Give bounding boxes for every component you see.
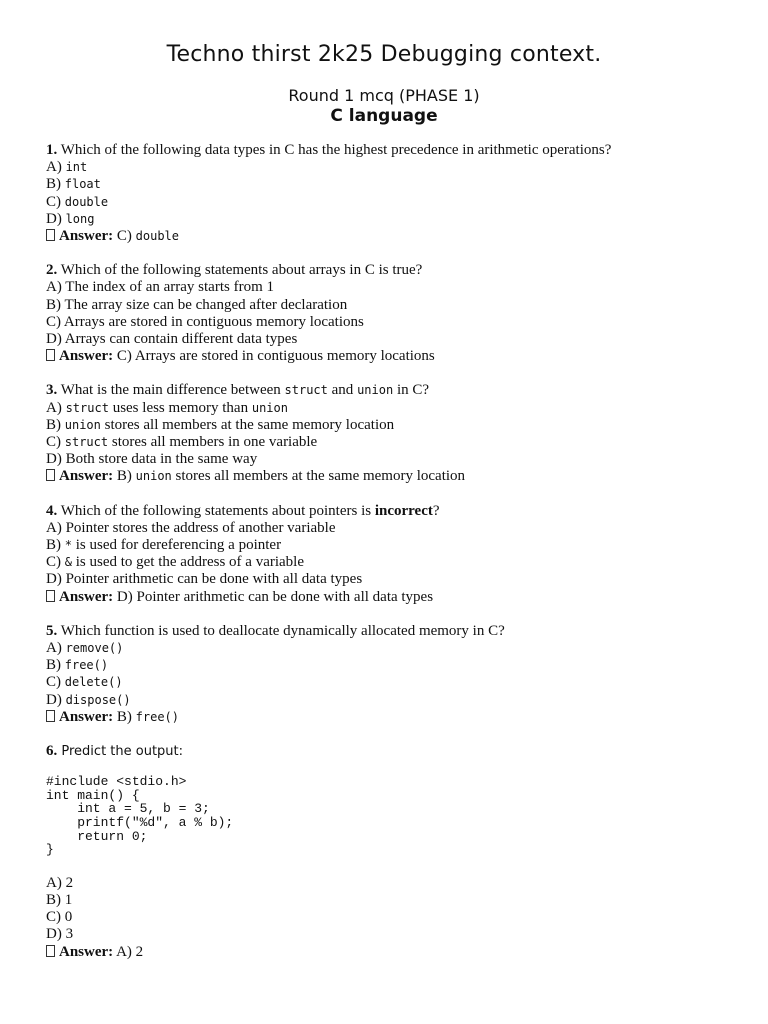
option-code: * xyxy=(64,538,72,553)
question-stem: in C? xyxy=(396,382,430,399)
option-b xyxy=(46,176,736,193)
question-text xyxy=(46,743,736,760)
question-number: 1. xyxy=(46,142,58,158)
option-prefix: A) xyxy=(46,399,62,416)
question-stem: and xyxy=(331,382,354,399)
question-6 xyxy=(46,743,736,961)
option-c xyxy=(46,194,736,211)
answer-label: Answer: xyxy=(59,468,114,485)
answer-text: A) 2 xyxy=(116,943,144,960)
question-stem: Which of the following data types in C has the highest precedence in arithmetic operations? xyxy=(60,142,612,158)
checkbox-icon xyxy=(46,710,55,722)
checkbox-icon xyxy=(46,349,55,361)
option-prefix: D) xyxy=(46,691,62,708)
answer-label: Answer: xyxy=(59,348,114,365)
question-5 xyxy=(46,623,736,726)
question-stem: Which of the following statements about arrays in C is true? xyxy=(60,262,423,279)
option-prefix: C) xyxy=(46,554,61,571)
answer-code: double xyxy=(135,229,180,244)
answer-line xyxy=(46,589,736,606)
option-prefix: B) xyxy=(46,416,61,433)
option-prefix: C) xyxy=(46,434,61,451)
option-prefix: B) xyxy=(46,176,61,193)
answer-label: Answer: xyxy=(59,228,114,245)
option-d: D) Both store data in the same way xyxy=(46,451,258,468)
answer-code: free() xyxy=(135,709,180,724)
option-d: D) Pointer arithmetic can be done with all data types xyxy=(46,571,363,588)
question-stem: What is the main difference between xyxy=(60,382,281,399)
option-text: uses less memory than xyxy=(112,399,249,416)
checkbox-icon xyxy=(46,590,55,602)
option-code: dispose() xyxy=(65,692,131,707)
answer-label: Answer: xyxy=(59,588,114,605)
option-b: B) 1 xyxy=(46,892,73,909)
question-text xyxy=(46,503,736,520)
inline-code: struct xyxy=(284,383,328,398)
answer-line xyxy=(46,468,736,485)
answer-code: union xyxy=(135,469,172,484)
option-c xyxy=(46,434,736,451)
option-text: is used to get the address of a variable xyxy=(75,554,304,571)
option-code: free() xyxy=(64,658,109,673)
option-code: long xyxy=(65,211,95,226)
answer-prefix: C) xyxy=(116,228,132,245)
option-code: delete() xyxy=(64,675,123,690)
language-subtitle: C language xyxy=(330,106,438,126)
option-code: struct xyxy=(65,400,109,415)
option-code: double xyxy=(64,194,109,209)
answer-line xyxy=(46,228,736,245)
option-prefix: A) xyxy=(46,159,62,176)
option-a: A) The index of an array starts from 1 xyxy=(46,279,274,296)
option-b xyxy=(46,537,736,554)
question-emphasis: incorrect xyxy=(374,502,433,519)
answer-prefix: B) xyxy=(116,708,132,725)
round-subtitle: Round 1 mcq (PHASE 1) xyxy=(288,86,480,105)
question-number: 3. xyxy=(46,382,58,399)
option-prefix: C) xyxy=(46,193,61,210)
question-list xyxy=(46,142,736,978)
question-text xyxy=(46,623,736,640)
question-stem: Which function is used to deallocate dynamically allocated memory in C? xyxy=(60,622,505,639)
option-a xyxy=(46,400,736,417)
answer-line xyxy=(46,944,736,961)
option-a: A) Pointer stores the address of another variable xyxy=(46,519,336,536)
question-stem: ? xyxy=(432,502,440,519)
question-4 xyxy=(46,503,736,606)
question-3 xyxy=(46,382,736,485)
option-code: & xyxy=(64,555,72,570)
option-b: B) The array size can be changed after declaration xyxy=(46,296,348,313)
question-number: 4. xyxy=(46,502,58,519)
option-code: struct xyxy=(64,435,109,450)
option-c: C) 0 xyxy=(46,909,73,926)
answer-text: C) Arrays are stored in contiguous memory locations xyxy=(116,348,435,365)
option-code: union xyxy=(64,417,101,432)
option-c xyxy=(46,554,736,571)
checkbox-icon xyxy=(46,469,55,481)
question-text xyxy=(46,382,736,399)
option-prefix: A) xyxy=(46,640,62,657)
option-a xyxy=(46,159,736,176)
answer-line xyxy=(46,709,736,726)
option-a xyxy=(46,640,736,657)
option-c xyxy=(46,674,736,691)
code-block: #include <stdio.h> int main() { int a = 5, b = 3; printf("%d", a % b); return 0; } xyxy=(46,774,234,858)
checkbox-icon xyxy=(46,229,55,241)
checkbox-icon xyxy=(46,945,55,957)
answer-text: D) Pointer arithmetic can be done with all data types xyxy=(116,588,434,605)
option-prefix: C) xyxy=(46,674,61,691)
option-prefix: D) xyxy=(46,210,62,227)
option-c: C) Arrays are stored in contiguous memory locations xyxy=(46,313,364,330)
option-code: float xyxy=(64,177,101,192)
question-1 xyxy=(46,142,736,245)
option-d xyxy=(46,211,736,228)
option-d xyxy=(46,692,736,709)
page-title: Techno thirst 2k25 Debugging context. xyxy=(166,42,602,67)
inline-code: union xyxy=(357,383,394,398)
question-text xyxy=(46,262,736,279)
option-a: A) 2 xyxy=(46,874,74,891)
question-number: 6. xyxy=(46,743,58,760)
option-text: stores all members in one variable xyxy=(111,434,318,451)
option-text: stores all members at the same memory location xyxy=(104,416,395,433)
option-b xyxy=(46,657,736,674)
option-text: is used for dereferencing a pointer xyxy=(75,537,282,554)
option-prefix: B) xyxy=(46,657,61,674)
question-number: 2. xyxy=(46,262,58,279)
option-prefix: B) xyxy=(46,537,61,554)
question-number: 5. xyxy=(46,622,58,639)
answer-text: stores all members at the same memory location xyxy=(175,468,466,485)
option-d: D) 3 xyxy=(46,926,74,943)
question-stem: Which of the following statements about pointers is xyxy=(60,502,372,519)
option-code: remove() xyxy=(65,641,124,656)
option-code: union xyxy=(251,400,288,415)
answer-prefix: B) xyxy=(116,468,132,485)
option-d: D) Arrays can contain different data types xyxy=(46,331,298,348)
option-b xyxy=(46,417,736,434)
answer-label: Answer: xyxy=(59,708,114,725)
answer-line xyxy=(46,348,736,365)
question-stem: Predict the output: xyxy=(61,744,184,760)
question-2 xyxy=(46,262,736,365)
question-text xyxy=(46,142,736,159)
answer-label: Answer: xyxy=(59,943,114,960)
option-code: int xyxy=(65,160,88,175)
